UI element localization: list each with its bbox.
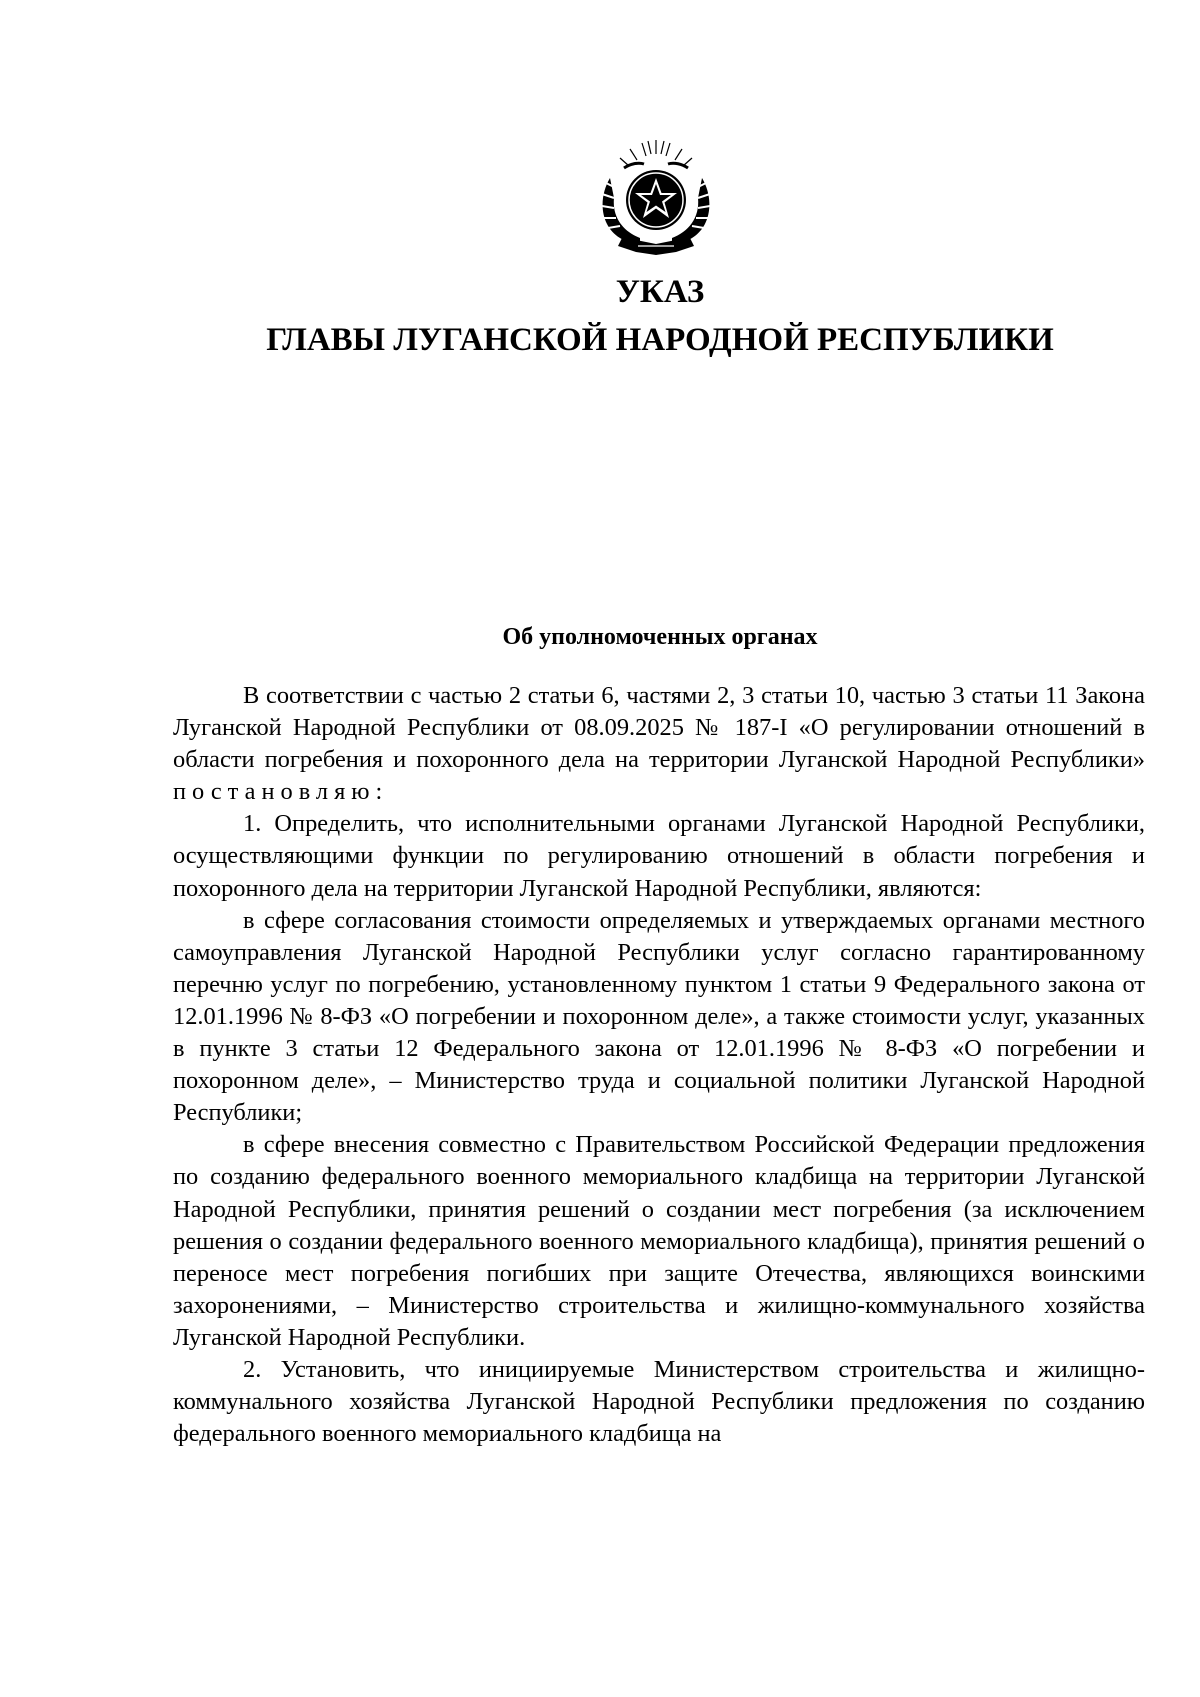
- preamble-text: В соответствии с частью 2 статьи 6, частями 2, 3 статьи 10, частью 3 статьи 11 Закона Луганской Народной Республики от 08.09.2025 № 187-I «О регулировании отношений в области погребения и похоронного дела на территории Луганской Народной Республики»: [173, 682, 1145, 774]
- body-paragraph: 2. Установить, что инициируемые Министерством строительства и жилищно-коммунального хозяйства Луганской Народной Республики предложения по созданию федерального военного мемориального кладбища на: [173, 1355, 1145, 1448]
- document-body: [173, 680, 1145, 1450]
- coat-of-arms-icon: [590, 138, 722, 256]
- document-subject: Об уполномоченных органах: [502, 624, 818, 650]
- preamble-paragraph: [173, 680, 1145, 808]
- decree-word: постановляю:: [173, 778, 389, 806]
- body-paragraph: 1. Определить, что исполнительными органами Луганской Народной Республики, осуществляющими функции по регулированию отношений в области погребения и похоронного дела на территории Луганской Народной Республики, являются:: [173, 810, 1145, 902]
- body-paragraph: в сфере внесения совместно с Правительством Российской Федерации предложения по созданию федерального военного мемориального кладбища на территории Луганской Народной Республики, принятия решений о создании мест погребения (за исключением решения о создании федерального военного мемориального кладбища), принятия решений о переносе мест погребения погибших при защите Отечества, являющихся воинскими захоронениями, – Министерство строительства и жилищно-коммунального хозяйства Луганской Народной Республики.: [173, 1131, 1145, 1351]
- body-paragraph: в сфере согласования стоимости определяемых и утверждаемых органами местного самоуправления Луганской Народной Республики услуг согласно гарантированному перечню услуг по погребению, установленному пунктом 1 статьи 9 Федерального закона от 12.01.1996 № 8-ФЗ «О погребении и похоронном деле», а также стоимости услуг, указанных в пункте 3 статьи 12 Федерального закона от 12.01.1996 № 8-ФЗ «О погребении и похоронном деле», – Министерство труда и социальной политики Луганской Народной Республики;: [173, 906, 1145, 1127]
- document-type-title: УКАЗ: [615, 274, 705, 310]
- issuer-title: ГЛАВЫ ЛУГАНСКОЙ НАРОДНОЙ РЕСПУБЛИКИ: [266, 322, 1054, 358]
